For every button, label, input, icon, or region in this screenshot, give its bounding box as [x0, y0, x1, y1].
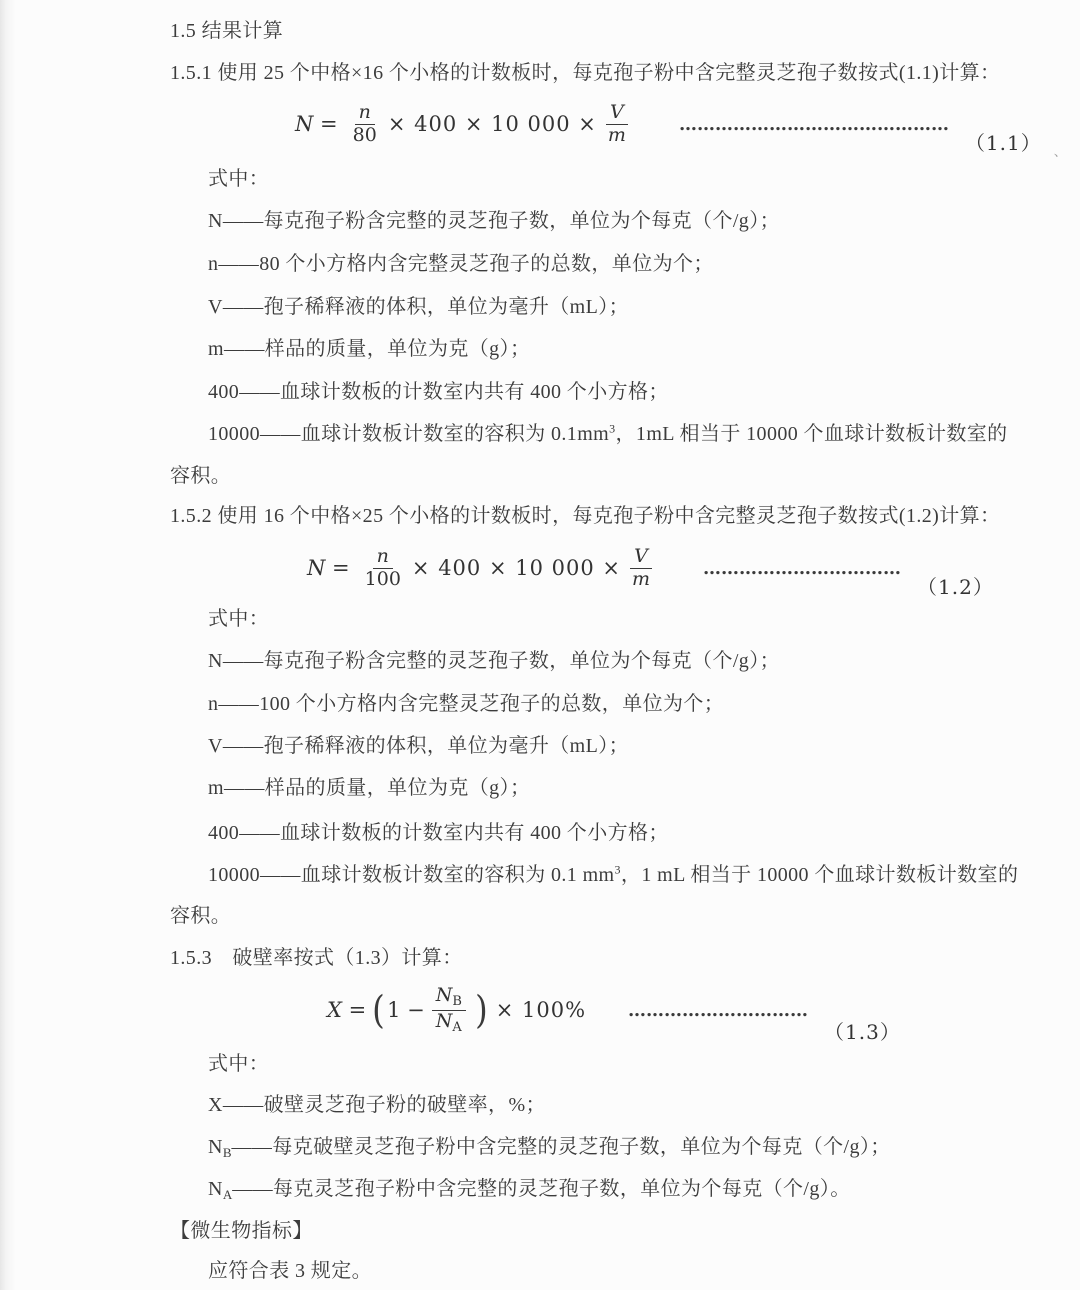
micro-indicator-body: 应符合表 3 规定。 [208, 1260, 372, 1282]
formula-1-1-fraction-v-m [604, 102, 630, 147]
definition-10000 [208, 421, 1008, 448]
subscript-A: A [452, 1019, 462, 1035]
equation-number: （1.2） [917, 574, 994, 599]
formula-1-2-fraction-v-m [628, 546, 654, 591]
formula-1-3-lhs: X = [327, 998, 367, 1023]
formula-1-3-fraction-nb-na [432, 985, 466, 1036]
formula-1-3-rhs: × 100% [495, 998, 587, 1023]
formula-1-2-fraction-n-100 [361, 546, 405, 591]
definition-NA [208, 1176, 851, 1208]
definition-NB-text: ——每克破壁灵芝孢子粉中含完整的灵芝孢子数，单位为个每克（个/g）； [231, 1136, 891, 1158]
variable-N: N [435, 1009, 453, 1032]
formula-1-1-fraction-n-80 [349, 102, 381, 147]
open-parenthesis: ( [372, 988, 385, 1033]
definition-N: N——每克孢子粉含完整的灵芝孢子数，单位为个每克（个/g）； [208, 210, 780, 232]
formula-1-2-lhs: N = [307, 556, 350, 581]
superscript-3: 3 [614, 862, 621, 877]
definition-X: X——破壁灵芝孢子粉的破壁率，%； [208, 1094, 546, 1116]
equation-number: （1.1） [964, 130, 1042, 155]
formula-1-1 [295, 101, 1067, 160]
definition-V: V——孢子稀释液的体积，单位为毫升（mL）； [208, 735, 630, 757]
stray-mark: 、 [1053, 144, 1067, 160]
fraction-numerator: n [355, 102, 375, 125]
definition-10000 [208, 862, 1018, 889]
fraction-numerator [432, 985, 466, 1011]
definition-10000-post: ，1 mL 相当于 10000 个血球计数板计数室的 [620, 864, 1019, 886]
fraction-denominator: 100 [364, 567, 401, 590]
fraction-numerator: V [606, 102, 628, 125]
formula-1-1-middle: × 400 × 10 000 × [387, 112, 597, 137]
definition-n: n——80 个小方格内含完整灵芝孢子的总数，单位为个； [208, 253, 714, 275]
section-1-5-1-heading: 1.5.1 使用 25 个中格×16 个小格的计数板时，每克孢子粉中含完整灵芝孢子数按式(1.1)计算： [170, 62, 1001, 84]
definition-10000-pre: 10000——血球计数板计数室的容积为 0.1 mm [208, 864, 615, 886]
dotted-leader: …………………………… [703, 557, 902, 579]
where-label: 式中： [208, 1053, 270, 1075]
fraction-denominator: m [607, 123, 626, 146]
definition-400: 400——血球计数板的计数室内共有 400 个小方格； [208, 822, 669, 844]
definition-m: m——样品的质量，单位为克（g）； [208, 777, 531, 799]
definition-m: m——样品的质量，单位为克（g）； [208, 338, 531, 360]
micro-indicator-heading: 【微生物指标】 [170, 1220, 313, 1242]
definition-10000-continuation: 容积。 [170, 905, 232, 927]
variable-N: N [435, 984, 453, 1006]
formula-1-2-middle: × 400 × 10 000 × [411, 556, 621, 581]
fraction-denominator: m [631, 567, 651, 590]
formula-1-1-lhs: N = [295, 112, 338, 137]
variable-N: N [208, 1178, 223, 1200]
fraction-denominator [432, 1011, 466, 1036]
section-1-5-heading: 1.5 结果计算 [170, 20, 284, 42]
definition-10000-post: ，1mL 相当于 10000 个血球计数板计数室的 [615, 423, 1008, 445]
subscript-A: A [222, 1187, 233, 1202]
definition-10000-continuation: 容积。 [170, 465, 232, 487]
section-1-5-2-heading: 1.5.2 使用 16 个中格×25 个小格的计数板时，每克孢子粉中含完整灵芝孢子数按式(1.2)计算： [170, 505, 1001, 527]
definition-n: n——100 个小方格内含完整灵芝孢子的总数，单位为个； [208, 693, 725, 715]
fraction-numerator: V [630, 546, 652, 569]
where-label: 式中： [208, 608, 270, 630]
where-label: 式中： [208, 168, 270, 190]
subscript-B: B [222, 1145, 232, 1160]
equation-number: （1.3） [824, 1019, 901, 1044]
definition-NB [208, 1134, 891, 1166]
definition-N: N——每克孢子粉含完整的灵芝孢子数，单位为个每克（个/g）； [208, 650, 780, 672]
superscript-3: 3 [609, 421, 616, 436]
subscript-B: B [452, 994, 462, 1009]
section-1-5-3-heading: 1.5.3 破壁率按式（1.3）计算： [170, 947, 463, 969]
definition-400: 400——血球计数板的计数室内共有 400 个小方格； [208, 381, 669, 403]
definition-NA-text: ——每克灵芝孢子粉中含完整的灵芝孢子数，单位为个每克（个/g）。 [232, 1178, 851, 1200]
definition-10000-pre: 10000——血球计数板计数室的容积为 0.1mm [208, 423, 610, 445]
dotted-leader: ………………………… [628, 999, 809, 1021]
variable-N: N [208, 1136, 223, 1158]
fraction-denominator: 80 [352, 123, 377, 146]
formula-1-3 [327, 984, 901, 1044]
fraction-numerator: n [373, 546, 393, 569]
dotted-leader: ……………………………………… [678, 113, 949, 135]
close-parenthesis: ) [475, 988, 488, 1033]
definition-V: V——孢子稀释液的体积，单位为毫升（mL）； [208, 296, 630, 318]
formula-1-3-one-minus: 1 − [387, 998, 425, 1023]
formula-1-2 [307, 545, 994, 599]
